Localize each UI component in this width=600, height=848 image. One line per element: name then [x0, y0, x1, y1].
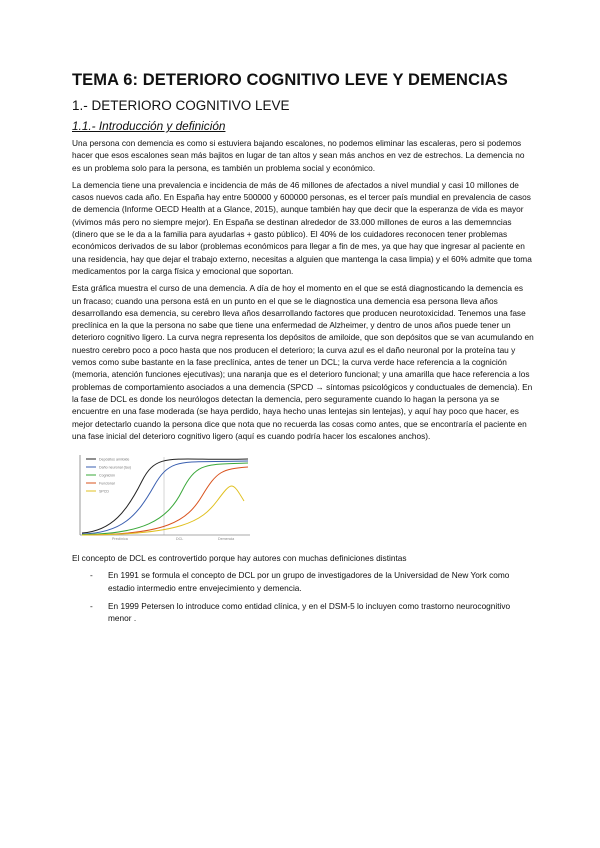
paragraph: Una persona con demencia es como si estuviera bajando escalones, no podemos eliminar las escaleras, pero si podemos hacer que esos escalones sean más bajitos en lugar de tan altos y sean más anchos en vez de estrechos. La demencia no es un problema solo para la persona, es también un problema social y económico.: [72, 138, 525, 173]
list-item-text: En 1999 Petersen lo introduce como entidad clínica, y en el DSM-5 lo incluyen como trastorno neurocognitivo menor .: [108, 601, 511, 624]
bullet-list: [72, 569, 534, 624]
section-heading: 1.- DETERIORO COGNITIVO LEVE: [72, 98, 290, 113]
legend-label: Funcional: [99, 481, 115, 486]
paragraph: Esta gráfica muestra el curso de una demencia. A día de hoy el momento en el que se está diagnosticando la demencia es un fracaso; cuando una persona está en un punto en el que se le diagnostica una demencia esa persona lleva años desarrollando esa demencia, su cerebro lleva años desarrollando factores que producen neurotoxicidad. Tenemos una fase preclínica en la que la persona no sabe que tiene una enfermedad de Alzheimer, y dentro de unos años puede tener un deterioro cognitivo ligero. La curva negra representa los depósitos de amiloide, que son depósitos que se van acumulando en nuestro cerebro poco a poco hasta que nos producen el deterioro; la curva azul es el daño neuronal por la proteína tau y vemos como sube bastante en la fase preclínica, antes de tener un DCL; la curva verde hace referencia a la cognición (memoria, atención funciones ejecutivas); una naranja que es el deterioro funcional; y una amarilla que hace referencia a los problemas de comportamiento asociados a una demencia (SPCD → síntomas psicológicos y conductuales de demencia). En la fase de DCL es donde los neurólogos detectan la demencia, pero seguramente cuando lo hagan la persona ya se encuentre en una fase moderada (se haya perdido, haya hecho unas lentejas sin lentejas), y aquí hay poco que hacer, es mejor detectarlo cuando la persona dice que nota que no recuerda las cosas como antes, que se encontraría el paciente en una fase inicial del deterioro cognitivo ligero (aquí es cuando podría hacer los escalones anchos).: [72, 283, 534, 441]
list-item: [72, 600, 534, 625]
paragraph: El concepto de DCL es controvertido porque hay autores con muchas definiciones distintas: [72, 553, 407, 564]
paragraph: La demencia tiene una prevalencia e incidencia de más de 46 millones de afectados a nivel mundial y casi 10 millones de casos nuevos cada año. En España hay entre 500000 y 600000 personas, es el tercer país mundial en prevalencia de casos de demencia (Informe OECD Health at a Glance, 2015), aunque también hay que decir que la esperanza de vida es mayor (vivimos más pero no siempre mejor). En España se destinan alrededor de 33.000 millones de euros a las dememncias (dinero que se le da a la familia para ayudarlas + gasto público). El 40% de los cuidadores reconocen tener problemas económicos derivados de su labor (problemas económicos para llegar a fin de mes, ya que hay que ingresar al paciente en una residencia, hay que dejar el trabajo externo, necesitas a alguien que mantenga la casa limpia) y el 60% admite que toma medicamentos por la carga física y emocional que soportan.: [72, 179, 532, 276]
page-title: TEMA 6: DETERIORO COGNITIVO LEVE Y DEMENCIAS: [72, 71, 508, 89]
x-tick-label: Demencia: [218, 537, 235, 542]
x-tick-label: DCL: [176, 537, 184, 542]
legend-label: Daño neuronal (tau): [99, 465, 131, 470]
legend-label: Depósitos amiloide: [99, 457, 130, 462]
dash-bullet: -: [90, 601, 93, 612]
list-item-text: En 1991 se formula el concepto de DCL por un grupo de investigadores de la Universidad de New York como estadio intermedio entre envejecimiento y demencia.: [108, 570, 510, 593]
x-tick-label: Preclínica: [112, 537, 128, 542]
list-item: [72, 569, 534, 594]
legend-label: Cognición: [99, 473, 115, 478]
document-page: [72, 70, 534, 631]
dash-bullet: -: [90, 570, 93, 581]
dementia-course-figure: [72, 451, 252, 541]
subsection-heading: 1.1.- Introducción y definición: [72, 119, 226, 133]
legend-label: SPCD: [99, 489, 109, 494]
